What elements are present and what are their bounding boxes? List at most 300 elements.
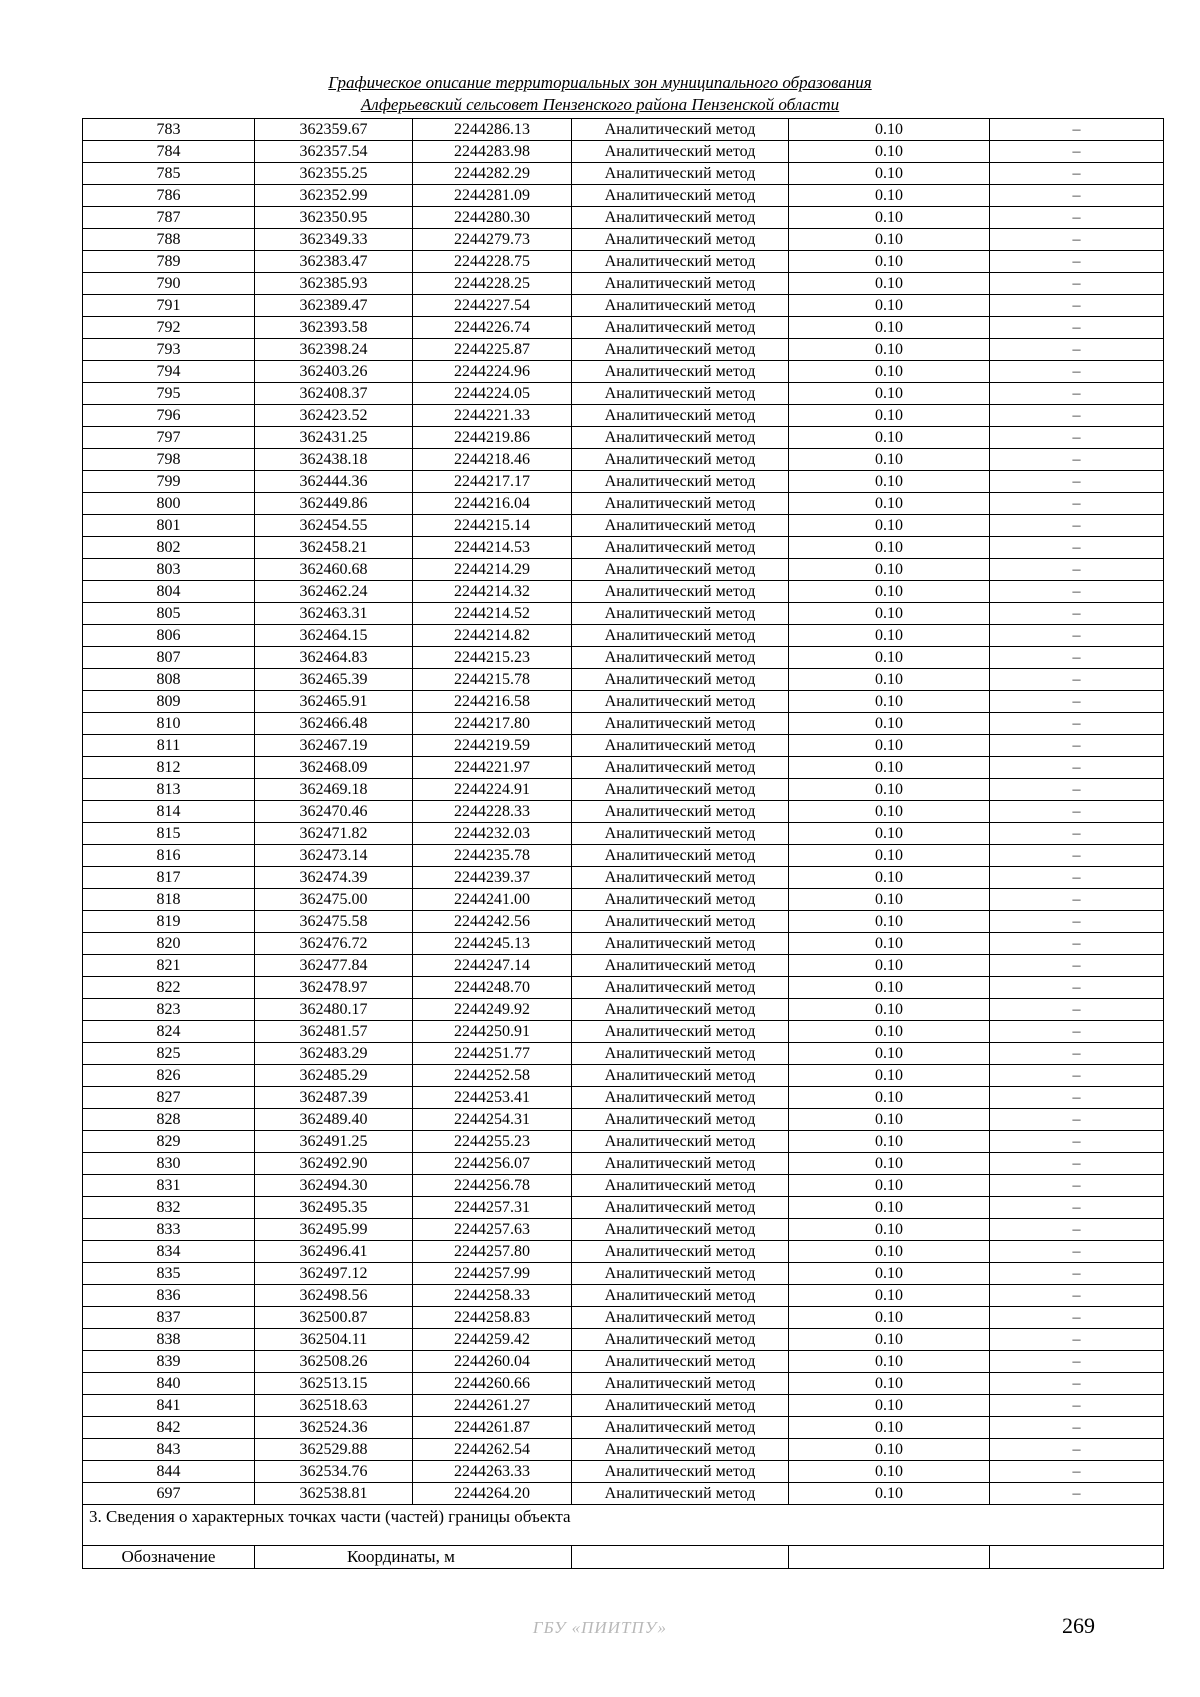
point-id-cell: 805 (83, 603, 255, 625)
table-row (83, 559, 1164, 581)
x-coordinate-cell: 362350.95 (255, 207, 413, 229)
note-cell: – (990, 1307, 1164, 1329)
point-id-cell: 834 (83, 1241, 255, 1263)
note-cell: – (990, 537, 1164, 559)
method-cell: Аналитический метод (572, 559, 789, 581)
x-coordinate-cell: 362538.81 (255, 1483, 413, 1505)
note-cell: – (990, 383, 1164, 405)
x-coordinate-cell: 362471.82 (255, 823, 413, 845)
accuracy-cell: 0.10 (789, 647, 990, 669)
y-coordinate-cell: 2244214.82 (413, 625, 572, 647)
point-id-cell: 839 (83, 1351, 255, 1373)
x-coordinate-cell: 362476.72 (255, 933, 413, 955)
table-row (83, 669, 1164, 691)
y-coordinate-cell: 2244279.73 (413, 229, 572, 251)
point-id-cell: 829 (83, 1131, 255, 1153)
note-cell: – (990, 1131, 1164, 1153)
point-id-cell: 788 (83, 229, 255, 251)
y-coordinate-cell: 2244224.96 (413, 361, 572, 383)
method-cell: Аналитический метод (572, 339, 789, 361)
table-row (83, 691, 1164, 713)
accuracy-cell: 0.10 (789, 405, 990, 427)
x-coordinate-cell: 362467.19 (255, 735, 413, 757)
point-id-cell: 840 (83, 1373, 255, 1395)
method-cell: Аналитический метод (572, 735, 789, 757)
note-cell: – (990, 581, 1164, 603)
accuracy-cell: 0.10 (789, 669, 990, 691)
method-cell: Аналитический метод (572, 625, 789, 647)
table-body (83, 119, 1164, 1505)
method-cell: Аналитический метод (572, 603, 789, 625)
point-id-cell: 815 (83, 823, 255, 845)
method-cell: Аналитический метод (572, 1065, 789, 1087)
y-coordinate-cell: 2244255.23 (413, 1131, 572, 1153)
table-row (83, 1351, 1164, 1373)
note-cell: – (990, 1219, 1164, 1241)
table-row (83, 207, 1164, 229)
point-id-cell: 804 (83, 581, 255, 603)
y-coordinate-cell: 2244239.37 (413, 867, 572, 889)
note-cell: – (990, 1395, 1164, 1417)
x-coordinate-cell: 362462.24 (255, 581, 413, 603)
note-cell: – (990, 317, 1164, 339)
accuracy-cell: 0.10 (789, 1263, 990, 1285)
x-coordinate-cell: 362513.15 (255, 1373, 413, 1395)
note-cell: – (990, 625, 1164, 647)
method-cell: Аналитический метод (572, 1175, 789, 1197)
accuracy-cell: 0.10 (789, 889, 990, 911)
x-coordinate-cell: 362469.18 (255, 779, 413, 801)
x-coordinate-cell: 362466.48 (255, 713, 413, 735)
accuracy-cell: 0.10 (789, 911, 990, 933)
method-cell: Аналитический метод (572, 867, 789, 889)
x-coordinate-cell: 362349.33 (255, 229, 413, 251)
accuracy-cell: 0.10 (789, 955, 990, 977)
section-title: 3. Сведения о характерных точках части (частей) границы объекта (83, 1505, 1164, 1546)
table-row (83, 449, 1164, 471)
note-cell: – (990, 1197, 1164, 1219)
method-cell: Аналитический метод (572, 493, 789, 515)
method-cell: Аналитический метод (572, 1241, 789, 1263)
accuracy-cell: 0.10 (789, 1417, 990, 1439)
accuracy-cell: 0.10 (789, 713, 990, 735)
accuracy-cell: 0.10 (789, 207, 990, 229)
table-row (83, 493, 1164, 515)
method-cell: Аналитический метод (572, 1219, 789, 1241)
accuracy-cell: 0.10 (789, 229, 990, 251)
designation-header: Обозначение (83, 1546, 255, 1569)
method-cell: Аналитический метод (572, 295, 789, 317)
y-coordinate-cell: 2244249.92 (413, 999, 572, 1021)
method-cell: Аналитический метод (572, 977, 789, 999)
x-coordinate-cell: 362487.39 (255, 1087, 413, 1109)
note-cell: – (990, 1329, 1164, 1351)
x-coordinate-cell: 362444.36 (255, 471, 413, 493)
method-cell: Аналитический метод (572, 1351, 789, 1373)
x-coordinate-cell: 362480.17 (255, 999, 413, 1021)
table-row (83, 1373, 1164, 1395)
point-id-cell: 809 (83, 691, 255, 713)
y-coordinate-cell: 2244242.56 (413, 911, 572, 933)
point-id-cell: 785 (83, 163, 255, 185)
subheader-empty-cell (789, 1546, 990, 1569)
x-coordinate-cell: 362357.54 (255, 141, 413, 163)
method-cell: Аналитический метод (572, 1461, 789, 1483)
method-cell: Аналитический метод (572, 1483, 789, 1505)
table-row (83, 823, 1164, 845)
table-row (83, 713, 1164, 735)
table-row (83, 1263, 1164, 1285)
x-coordinate-cell: 362485.29 (255, 1065, 413, 1087)
point-id-cell: 784 (83, 141, 255, 163)
method-cell: Аналитический метод (572, 845, 789, 867)
y-coordinate-cell: 2244257.63 (413, 1219, 572, 1241)
method-cell: Аналитический метод (572, 119, 789, 141)
method-cell: Аналитический метод (572, 207, 789, 229)
note-cell: – (990, 955, 1164, 977)
point-id-cell: 838 (83, 1329, 255, 1351)
y-coordinate-cell: 2244235.78 (413, 845, 572, 867)
table-row (83, 1043, 1164, 1065)
table-row (83, 163, 1164, 185)
note-cell: – (990, 1417, 1164, 1439)
point-id-cell: 819 (83, 911, 255, 933)
x-coordinate-cell: 362492.90 (255, 1153, 413, 1175)
accuracy-cell: 0.10 (789, 1065, 990, 1087)
y-coordinate-cell: 2244256.78 (413, 1175, 572, 1197)
note-cell: – (990, 647, 1164, 669)
point-id-cell: 833 (83, 1219, 255, 1241)
y-coordinate-cell: 2244221.97 (413, 757, 572, 779)
note-cell: – (990, 977, 1164, 999)
table-row (83, 1021, 1164, 1043)
accuracy-cell: 0.10 (789, 1483, 990, 1505)
note-cell: – (990, 867, 1164, 889)
method-cell: Аналитический метод (572, 823, 789, 845)
x-coordinate-cell: 362478.97 (255, 977, 413, 999)
y-coordinate-cell: 2244215.23 (413, 647, 572, 669)
subheader-empty-cell (990, 1546, 1164, 1569)
y-coordinate-cell: 2244262.54 (413, 1439, 572, 1461)
method-cell: Аналитический метод (572, 471, 789, 493)
table-row (83, 1175, 1164, 1197)
point-id-cell: 824 (83, 1021, 255, 1043)
y-coordinate-cell: 2244263.33 (413, 1461, 572, 1483)
method-cell: Аналитический метод (572, 757, 789, 779)
y-coordinate-cell: 2244214.53 (413, 537, 572, 559)
point-id-cell: 798 (83, 449, 255, 471)
accuracy-cell: 0.10 (789, 757, 990, 779)
table-row (83, 603, 1164, 625)
y-coordinate-cell: 2244261.27 (413, 1395, 572, 1417)
x-coordinate-cell: 362463.31 (255, 603, 413, 625)
accuracy-cell: 0.10 (789, 185, 990, 207)
accuracy-cell: 0.10 (789, 1043, 990, 1065)
point-id-cell: 793 (83, 339, 255, 361)
note-cell: – (990, 405, 1164, 427)
y-coordinate-cell: 2244281.09 (413, 185, 572, 207)
note-cell: – (990, 713, 1164, 735)
note-cell: – (990, 1043, 1164, 1065)
accuracy-cell: 0.10 (789, 1021, 990, 1043)
y-coordinate-cell: 2244258.83 (413, 1307, 572, 1329)
y-coordinate-cell: 2244260.66 (413, 1373, 572, 1395)
accuracy-cell: 0.10 (789, 1175, 990, 1197)
table-row (83, 537, 1164, 559)
accuracy-cell: 0.10 (789, 1285, 990, 1307)
method-cell: Аналитический метод (572, 1285, 789, 1307)
point-id-cell: 843 (83, 1439, 255, 1461)
accuracy-cell: 0.10 (789, 339, 990, 361)
accuracy-cell: 0.10 (789, 1197, 990, 1219)
method-cell: Аналитический метод (572, 361, 789, 383)
table-row (83, 735, 1164, 757)
y-coordinate-cell: 2244254.31 (413, 1109, 572, 1131)
note-cell: – (990, 691, 1164, 713)
y-coordinate-cell: 2244286.13 (413, 119, 572, 141)
note-cell: – (990, 471, 1164, 493)
point-id-cell: 791 (83, 295, 255, 317)
y-coordinate-cell: 2244221.33 (413, 405, 572, 427)
x-coordinate-cell: 362423.52 (255, 405, 413, 427)
point-id-cell: 799 (83, 471, 255, 493)
point-id-cell: 802 (83, 537, 255, 559)
x-coordinate-cell: 362497.12 (255, 1263, 413, 1285)
x-coordinate-cell: 362465.39 (255, 669, 413, 691)
section-row (83, 1505, 1164, 1546)
accuracy-cell: 0.10 (789, 141, 990, 163)
table-row (83, 867, 1164, 889)
accuracy-cell: 0.10 (789, 735, 990, 757)
method-cell: Аналитический метод (572, 405, 789, 427)
accuracy-cell: 0.10 (789, 1351, 990, 1373)
table-row (83, 251, 1164, 273)
point-id-cell: 812 (83, 757, 255, 779)
y-coordinate-cell: 2244215.78 (413, 669, 572, 691)
table-row (83, 1483, 1164, 1505)
x-coordinate-cell: 362403.26 (255, 361, 413, 383)
table-row (83, 1197, 1164, 1219)
note-cell: – (990, 1109, 1164, 1131)
accuracy-cell: 0.10 (789, 867, 990, 889)
x-coordinate-cell: 362359.67 (255, 119, 413, 141)
x-coordinate-cell: 362518.63 (255, 1395, 413, 1417)
table-row (83, 1461, 1164, 1483)
accuracy-cell: 0.10 (789, 317, 990, 339)
method-cell: Аналитический метод (572, 889, 789, 911)
table-row (83, 845, 1164, 867)
x-coordinate-cell: 362458.21 (255, 537, 413, 559)
note-cell: – (990, 1351, 1164, 1373)
point-id-cell: 825 (83, 1043, 255, 1065)
point-id-cell: 835 (83, 1263, 255, 1285)
y-coordinate-cell: 2244261.87 (413, 1417, 572, 1439)
x-coordinate-cell: 362494.30 (255, 1175, 413, 1197)
x-coordinate-cell: 362460.68 (255, 559, 413, 581)
point-id-cell: 836 (83, 1285, 255, 1307)
x-coordinate-cell: 362496.41 (255, 1241, 413, 1263)
accuracy-cell: 0.10 (789, 493, 990, 515)
accuracy-cell: 0.10 (789, 119, 990, 141)
point-id-cell: 822 (83, 977, 255, 999)
method-cell: Аналитический метод (572, 911, 789, 933)
method-cell: Аналитический метод (572, 1395, 789, 1417)
y-coordinate-cell: 2244241.00 (413, 889, 572, 911)
table-row (83, 1307, 1164, 1329)
y-coordinate-cell: 2244245.13 (413, 933, 572, 955)
table-row (83, 955, 1164, 977)
footer-organization: ГБУ «ПИИТПУ» (532, 1618, 668, 1637)
point-id-cell: 830 (83, 1153, 255, 1175)
accuracy-cell: 0.10 (789, 537, 990, 559)
y-coordinate-cell: 2244228.25 (413, 273, 572, 295)
y-coordinate-cell: 2244215.14 (413, 515, 572, 537)
y-coordinate-cell: 2244228.33 (413, 801, 572, 823)
point-id-cell: 808 (83, 669, 255, 691)
method-cell: Аналитический метод (572, 427, 789, 449)
subheader-row (83, 1546, 1164, 1569)
accuracy-cell: 0.10 (789, 691, 990, 713)
x-coordinate-cell: 362383.47 (255, 251, 413, 273)
subheader-empty-cell (572, 1546, 789, 1569)
point-id-cell: 789 (83, 251, 255, 273)
method-cell: Аналитический метод (572, 537, 789, 559)
x-coordinate-cell: 362504.11 (255, 1329, 413, 1351)
note-cell: – (990, 889, 1164, 911)
note-cell: – (990, 559, 1164, 581)
point-id-cell: 826 (83, 1065, 255, 1087)
table-row (83, 427, 1164, 449)
x-coordinate-cell: 362475.58 (255, 911, 413, 933)
y-coordinate-cell: 2244280.30 (413, 207, 572, 229)
x-coordinate-cell: 362495.99 (255, 1219, 413, 1241)
table-row (83, 933, 1164, 955)
note-cell: – (990, 735, 1164, 757)
point-id-cell: 817 (83, 867, 255, 889)
note-cell: – (990, 229, 1164, 251)
table-row (83, 1065, 1164, 1087)
method-cell: Аналитический метод (572, 933, 789, 955)
accuracy-cell: 0.10 (789, 449, 990, 471)
note-cell: – (990, 273, 1164, 295)
point-id-cell: 807 (83, 647, 255, 669)
point-id-cell: 796 (83, 405, 255, 427)
y-coordinate-cell: 2244226.74 (413, 317, 572, 339)
y-coordinate-cell: 2244217.17 (413, 471, 572, 493)
accuracy-cell: 0.10 (789, 625, 990, 647)
x-coordinate-cell: 362481.57 (255, 1021, 413, 1043)
y-coordinate-cell: 2244256.07 (413, 1153, 572, 1175)
note-cell: – (990, 1483, 1164, 1505)
note-cell: – (990, 1439, 1164, 1461)
point-id-cell: 806 (83, 625, 255, 647)
method-cell: Аналитический метод (572, 515, 789, 537)
document-header (0, 72, 1200, 116)
accuracy-cell: 0.10 (789, 1131, 990, 1153)
point-id-cell: 795 (83, 383, 255, 405)
x-coordinate-cell: 362464.83 (255, 647, 413, 669)
page-number: 269 (1062, 1613, 1095, 1638)
point-id-cell: 813 (83, 779, 255, 801)
x-coordinate-cell: 362408.37 (255, 383, 413, 405)
table-row (83, 317, 1164, 339)
note-cell: – (990, 1373, 1164, 1395)
table-row (83, 625, 1164, 647)
accuracy-cell: 0.10 (789, 295, 990, 317)
y-coordinate-cell: 2244228.75 (413, 251, 572, 273)
note-cell: – (990, 669, 1164, 691)
header-line-2: Алферьевский сельсовет Пензенского района Пензенской области (360, 95, 840, 114)
table-row (83, 229, 1164, 251)
method-cell: Аналитический метод (572, 1329, 789, 1351)
header-line-1: Графическое описание территориальных зон муниципального образования (328, 73, 872, 92)
method-cell: Аналитический метод (572, 713, 789, 735)
x-coordinate-cell: 362449.86 (255, 493, 413, 515)
point-id-cell: 820 (83, 933, 255, 955)
table-row (83, 1219, 1164, 1241)
note-cell: – (990, 141, 1164, 163)
x-coordinate-cell: 362524.36 (255, 1417, 413, 1439)
x-coordinate-cell: 362393.58 (255, 317, 413, 339)
point-id-cell: 818 (83, 889, 255, 911)
note-cell: – (990, 1285, 1164, 1307)
x-coordinate-cell: 362508.26 (255, 1351, 413, 1373)
note-cell: – (990, 295, 1164, 317)
y-coordinate-cell: 2244252.58 (413, 1065, 572, 1087)
point-id-cell: 797 (83, 427, 255, 449)
y-coordinate-cell: 2244258.33 (413, 1285, 572, 1307)
y-coordinate-cell: 2244251.77 (413, 1043, 572, 1065)
table-row (83, 471, 1164, 493)
table-row (83, 1087, 1164, 1109)
accuracy-cell: 0.10 (789, 977, 990, 999)
y-coordinate-cell: 2244282.29 (413, 163, 572, 185)
y-coordinate-cell: 2244216.04 (413, 493, 572, 515)
y-coordinate-cell: 2244283.98 (413, 141, 572, 163)
note-cell: – (990, 339, 1164, 361)
table-row (83, 405, 1164, 427)
point-id-cell: 800 (83, 493, 255, 515)
method-cell: Аналитический метод (572, 1021, 789, 1043)
accuracy-cell: 0.10 (789, 845, 990, 867)
table-row (83, 383, 1164, 405)
note-cell: – (990, 1087, 1164, 1109)
note-cell: – (990, 1263, 1164, 1285)
y-coordinate-cell: 2244257.80 (413, 1241, 572, 1263)
note-cell: – (990, 449, 1164, 471)
accuracy-cell: 0.10 (789, 603, 990, 625)
accuracy-cell: 0.10 (789, 471, 990, 493)
accuracy-cell: 0.10 (789, 1087, 990, 1109)
x-coordinate-cell: 362468.09 (255, 757, 413, 779)
note-cell: – (990, 1153, 1164, 1175)
point-id-cell: 794 (83, 361, 255, 383)
table-row (83, 1439, 1164, 1461)
method-cell: Аналитический метод (572, 1439, 789, 1461)
table-row (83, 647, 1164, 669)
table-row (83, 1131, 1164, 1153)
point-id-cell: 814 (83, 801, 255, 823)
table-row (83, 1153, 1164, 1175)
y-coordinate-cell: 2244225.87 (413, 339, 572, 361)
method-cell: Аналитический метод (572, 999, 789, 1021)
note-cell: – (990, 361, 1164, 383)
accuracy-cell: 0.10 (789, 1395, 990, 1417)
y-coordinate-cell: 2244257.99 (413, 1263, 572, 1285)
note-cell: – (990, 185, 1164, 207)
table-row (83, 581, 1164, 603)
table-row (83, 801, 1164, 823)
